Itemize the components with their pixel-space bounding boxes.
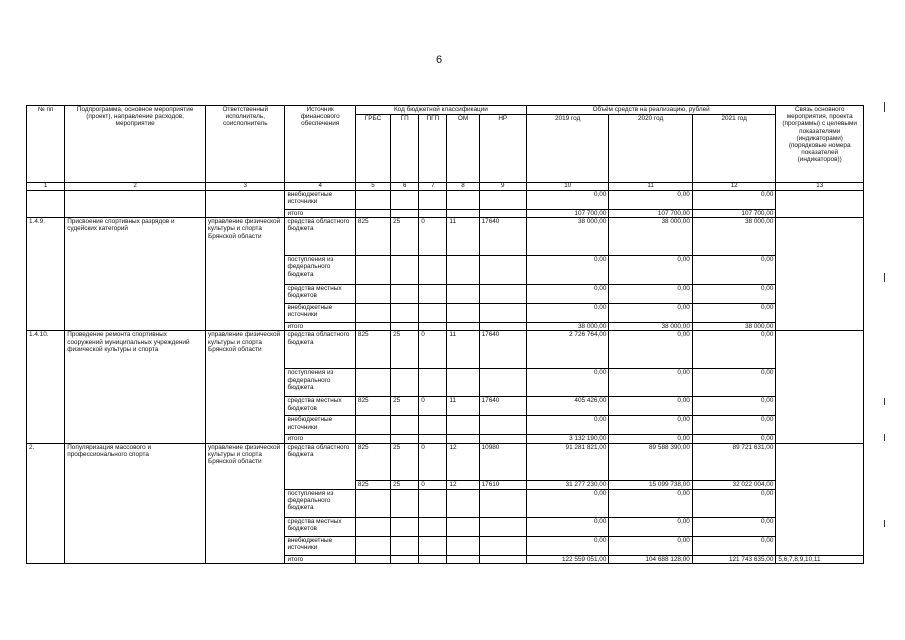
budget-table (26, 105, 864, 564)
total-2019: 3 132 190,00 (526, 435, 608, 443)
value-2021: 0,00 (692, 331, 776, 369)
source-cell: средства местных бюджетов (285, 517, 355, 536)
code-nr: 17640 (479, 331, 526, 369)
code-pgp: 0 (419, 443, 447, 480)
value-2021: 0,00 (692, 416, 776, 435)
item-title: Популяризация массового и профессионального спорта (65, 443, 206, 563)
code-om: 12 (447, 443, 479, 480)
table-row (27, 443, 864, 480)
code-gp: 25 (391, 397, 419, 416)
value-2019: 0,00 (526, 489, 608, 517)
index-cell: 7 (419, 183, 447, 191)
value-2020: 38 000,00 (609, 218, 692, 256)
value-2020: 0,00 (609, 304, 692, 323)
value-2019: 0,00 (526, 304, 608, 323)
total-2020: 107 700,00 (609, 210, 692, 218)
code-om: 11 (447, 397, 479, 416)
value-2021: 0,00 (692, 397, 776, 416)
code-gp: 25 (391, 331, 419, 369)
code-pgp: 0 (419, 480, 447, 489)
code-grbs: 825 (355, 443, 390, 480)
source-cell: поступления из федерального бюджета (285, 369, 355, 397)
value-2020: 0,00 (609, 416, 692, 435)
value-2019: 0,00 (526, 285, 608, 304)
code-gp: 25 (391, 218, 419, 256)
indicator-links: 5,6,7,8,9,10,11 (776, 555, 864, 563)
header-budget-code: Код бюджетной классификации (355, 106, 526, 115)
code-grbs: 825 (355, 218, 390, 256)
source-cell: внебюджетные источники (285, 536, 355, 555)
item-title: Присвоение спортивных разрядов и судейских категорий (65, 218, 206, 331)
source-cell: итого (285, 323, 355, 331)
column-index-row (27, 183, 864, 191)
value-2019: 405 426,00 (526, 397, 608, 416)
value-2020: 0,00 (609, 285, 692, 304)
total-2019: 38 000,00 (526, 323, 608, 331)
index-cell: 13 (776, 183, 864, 191)
value-2021: 32 022 004,00 (692, 480, 776, 489)
index-cell: 2 (65, 183, 206, 191)
value-2021: 0,00 (692, 285, 776, 304)
item-number: 1.4.9. (27, 218, 65, 331)
source-cell: поступления из федерального бюджета (285, 489, 355, 517)
value-2019: 0,00 (526, 416, 608, 435)
code-nr: 10980 (479, 443, 526, 480)
header-pgp: ПГП (419, 115, 447, 183)
value-2020: 0,00 (609, 517, 692, 536)
source-cell: средства местных бюджетов (285, 397, 355, 416)
code-pgp: 0 (419, 218, 447, 256)
index-cell: 8 (447, 183, 479, 191)
header-grbs: ГРБС (355, 115, 390, 183)
header-volume: Объём средств на реализацию, рублей (526, 106, 775, 115)
code-om: 12 (447, 480, 479, 489)
scan-edge-mark (884, 102, 885, 112)
value-2019: 38 000,00 (526, 218, 608, 256)
scan-edge-mark (884, 398, 885, 405)
index-cell: 6 (391, 183, 419, 191)
header-2020: 2020 год (609, 115, 692, 183)
value-2021: 38 000,00 (692, 218, 776, 256)
value-2020: 0,00 (609, 256, 692, 285)
value-2019: 2 726 764,00 (526, 331, 608, 369)
source-cell: внебюджетные источники (285, 191, 355, 210)
total-2021: 38 000,00 (692, 323, 776, 331)
item-title: Проведение ремонта спортивных сооружений муниципальных учреждений физической культуры и спорта (65, 331, 206, 443)
index-cell: 3 (206, 183, 285, 191)
value-2019: 0,00 (526, 369, 608, 397)
value-2020: 0,00 (609, 191, 692, 210)
code-om: 11 (447, 331, 479, 369)
index-cell: 10 (526, 183, 608, 191)
value-2020: 0,00 (609, 489, 692, 517)
item-responsible: управление физической культуры и спорта Брянской области (206, 218, 285, 331)
item-number: 1.4.10. (27, 331, 65, 443)
scan-edge-mark (884, 434, 885, 441)
code-pgp: 0 (419, 397, 447, 416)
value-2019: 0,00 (526, 517, 608, 536)
code-gp: 25 (391, 480, 419, 489)
header-2019: 2019 год (526, 115, 608, 183)
header-gp: ГП (391, 115, 419, 183)
code-om: 11 (447, 218, 479, 256)
value-2020: 0,00 (609, 536, 692, 555)
table-row (27, 191, 864, 210)
code-nr: 17640 (479, 218, 526, 256)
header-link: Связь основного мероприятия, проекта (программы) с целевыми показателями (индикаторами) (порядковые номера показателей (индикаторов)) (776, 106, 864, 183)
code-pgp: 0 (419, 331, 447, 369)
source-cell: итого (285, 210, 355, 218)
value-2020: 89 588 390,00 (609, 443, 692, 480)
value-2021: 0,00 (692, 304, 776, 323)
code-grbs: 825 (355, 480, 390, 489)
total-2020: 0,00 (609, 435, 692, 443)
index-cell: 1 (27, 183, 65, 191)
source-cell: итого (285, 555, 355, 563)
value-2019: 31 277 230,00 (526, 480, 608, 489)
total-2019: 107 700,00 (526, 210, 608, 218)
source-cell: поступления из федерального бюджета (285, 256, 355, 285)
header-om: ОМ (447, 115, 479, 183)
scan-edge-mark (884, 273, 885, 282)
index-cell: 4 (285, 183, 355, 191)
code-nr: 17640 (479, 397, 526, 416)
total-2020: 104 688 128,00 (609, 555, 692, 563)
item-number: 2. (27, 443, 65, 563)
header-program: Подпрограмма, основное мероприятие (проект), направление расходов, мероприятие (65, 106, 206, 183)
header-num: № пп (27, 106, 65, 183)
value-2021: 0,00 (692, 369, 776, 397)
table-row (27, 331, 864, 369)
value-2021: 0,00 (692, 536, 776, 555)
code-grbs: 825 (355, 331, 390, 369)
index-cell: 12 (692, 183, 776, 191)
index-cell: 9 (479, 183, 526, 191)
value-2019: 91 281 821,00 (526, 443, 608, 480)
value-2021: 89 721 631,00 (692, 443, 776, 480)
table-row (27, 218, 864, 256)
value-2021: 0,00 (692, 191, 776, 210)
total-2019: 122 559 051,00 (526, 555, 608, 563)
source-cell: внебюджетные источники (285, 416, 355, 435)
value-2021: 0,00 (692, 489, 776, 517)
value-2021: 0,00 (692, 517, 776, 536)
page-number: 6 (436, 54, 443, 66)
value-2020: 0,00 (609, 397, 692, 416)
value-2020: 0,00 (609, 369, 692, 397)
code-grbs: 825 (355, 397, 390, 416)
source-cell: средства местных бюджетов (285, 285, 355, 304)
source-cell: средства областного бюджета (285, 443, 355, 489)
value-2020: 0,00 (609, 331, 692, 369)
item-responsible: управление физической культуры и спорта Брянской области (206, 443, 285, 563)
header-nr: НР (479, 115, 526, 183)
total-2020: 38 000,00 (609, 323, 692, 331)
value-2019: 0,00 (526, 536, 608, 555)
source-cell: итого (285, 435, 355, 443)
code-gp: 25 (391, 443, 419, 480)
header-responsible: Ответственный исполнитель, соисполнитель (206, 106, 285, 183)
code-nr: 17610 (479, 480, 526, 489)
value-2021: 0,00 (692, 256, 776, 285)
value-2019: 0,00 (526, 191, 608, 210)
header-2021: 2021 год (692, 115, 776, 183)
source-cell: средства областного бюджета (285, 331, 355, 369)
header-source: Источник финансового обеспечения (285, 106, 355, 183)
total-2021: 121 743 635,00 (692, 555, 776, 563)
source-cell: средства областного бюджета (285, 218, 355, 256)
item-responsible: управление физической культуры и спорта Брянской области (206, 331, 285, 443)
total-2021: 0,00 (692, 435, 776, 443)
scan-edge-mark (884, 520, 885, 527)
total-2021: 107 700,00 (692, 210, 776, 218)
value-2020: 15 099 738,00 (609, 480, 692, 489)
index-cell: 5 (355, 183, 390, 191)
value-2019: 0,00 (526, 256, 608, 285)
source-cell: внебюджетные источники (285, 304, 355, 323)
index-cell: 11 (609, 183, 692, 191)
